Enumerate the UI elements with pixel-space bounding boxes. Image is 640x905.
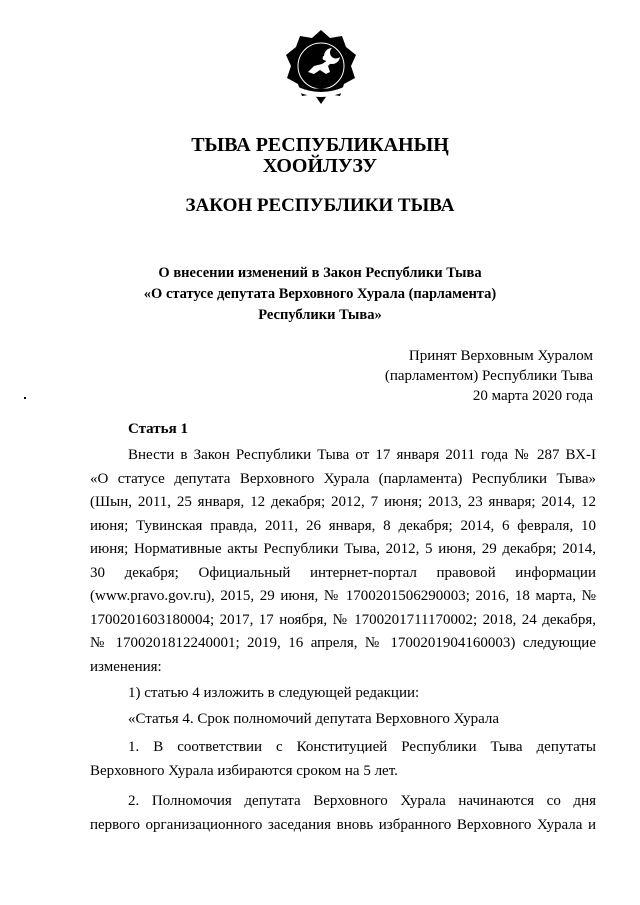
header-line-1: ТЫВА РЕСПУБЛИКАНЫҢ bbox=[191, 134, 449, 156]
coat-of-arms-icon bbox=[284, 28, 358, 110]
article-text-line: (Шын, 2011, 25 января, 12 декабря; 2012, 7 июня; 2013, 23 января; 2014, 12 bbox=[90, 494, 596, 510]
title-line-3: Республики Тыва» bbox=[258, 307, 382, 323]
article-text-line: Внести в Закон Республики Тыва от 17 января 2011 года № 287 ВХ-I bbox=[128, 447, 596, 463]
article-text-line: июня; Тувинская правда, 2011, 26 января, 8 декабря; 2014, 6 февраля, 10 bbox=[90, 518, 596, 534]
adopted-line-3: 20 марта 2020 года bbox=[472, 388, 593, 404]
title-line-2: «О статусе депутата Верховного Хурала (парламента) bbox=[143, 286, 497, 302]
point-1-line: 1. В соответствии с Конституцией Республики Тыва депутаты bbox=[128, 739, 596, 755]
scan-speck bbox=[24, 397, 26, 399]
point-2-line: первого организационного заседания вновь избранного Верховного Хурала и bbox=[90, 817, 596, 833]
point-2-line: 2. Полномочия депутата Верховного Хурала начинаются со дня bbox=[128, 793, 596, 809]
article-text-line: 30 декабря; Официальный интернет-портал правовой информации bbox=[90, 565, 596, 581]
article-heading: Статья 1 bbox=[128, 421, 188, 437]
law-type-heading: ЗАКОН РЕСПУБЛИКИ ТЫВА bbox=[185, 195, 455, 216]
article-text-line: «О статусе депутата Верховного Хурала (парламента) Республики Тыва» bbox=[90, 471, 596, 487]
article-text-line: июня; Нормативные акты Республики Тыва, 2012, 5 июня, 29 декабря; 2014, bbox=[90, 541, 596, 557]
quoted-article-heading: «Статья 4. Срок полномочий депутата Верховного Хурала bbox=[128, 711, 500, 727]
amendment-item-1: 1) статью 4 изложить в следующей редакции: bbox=[128, 685, 420, 701]
adopted-line-1: Принят Верховным Хуралом bbox=[408, 348, 593, 364]
title-line-1: О внесении изменений в Закон Республики Тыва bbox=[158, 265, 482, 281]
article-text-line: 1700201603180004; 2017, 17 ноября, № 1700201711170002; 2018, 24 декабря, bbox=[90, 612, 596, 628]
article-text-line: (www.pravo.gov.ru), 2015, 29 июня, № 1700201506290003; 2016, 18 марта, № bbox=[90, 588, 596, 604]
point-1-line: Верховного Хурала избираются сроком на 5 лет. bbox=[90, 763, 398, 779]
article-text-line: изменения: bbox=[90, 659, 162, 675]
header-line-2: ХООЙЛУЗУ bbox=[262, 155, 378, 177]
article-text-line: № 1700201812240001; 2019, 16 апреля, № 1700201904160003) следующие bbox=[90, 635, 596, 651]
adopted-line-2: (парламентом) Республики Тыва bbox=[384, 368, 593, 384]
